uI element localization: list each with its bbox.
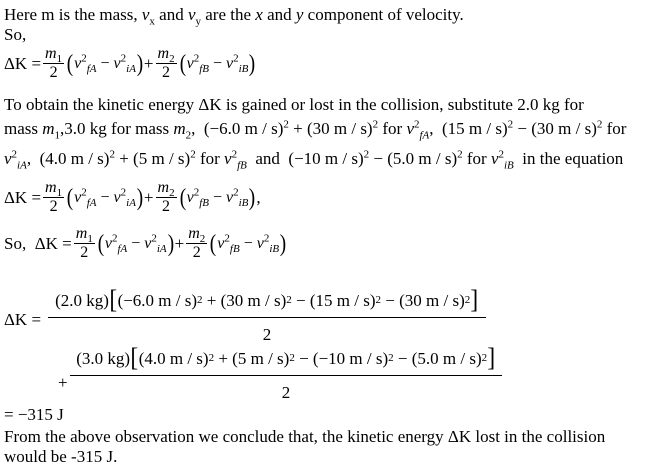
obtain-line-2: mass $m_1,3.0$ kg for mass $m_2$, (−6.0 m / s)$^2$ + (30 m / s)$^2$ for $v^2_{fA}$, (15 m / s)$^2$ − (30 m / s)$^2$ for	[4, 118, 627, 142]
result-value: = −315 J	[4, 405, 64, 424]
kinetic-energy-equation-1: ΔK = $\frac{m_1}{2}$ ( $v^2_{fA} - v^2_{iA}$ ) + $\frac{m_2}{2}$ ( $v^2_{fB} - v^2_{iB}$ )	[4, 45, 256, 81]
conclusion-line-2: would be -315 J.	[4, 447, 118, 466]
substituted-term-1: (2.0 kg) [ (−6.0 m / s) 2 + (30 m / s) 2 − (15 m / s) 2 − (30 m / s) 2 ] 2	[48, 287, 486, 343]
denominator-1: 2	[262, 325, 272, 344]
plus-sign: +	[58, 373, 68, 392]
obtain-line-1: To obtain the kinetic energy ΔK is gained or lost in the collision, substitute 2.0 kg for	[4, 95, 584, 114]
substituted-term-2: (3.0 kg) [ (4.0 m / s) 2 + (5 m / s) 2 − (−10 m / s) 2 − (5.0 m / s) 2 ] 2	[70, 345, 502, 401]
definition-line: Here m is the mass, $v_x$ and $v_y$ are the x and y component of velocity.	[4, 5, 464, 28]
kinetic-energy-equation-3: So, ΔK = $\frac{m_1}{2}$ ( $v^2_{fA} - v^2_{iA}$ ) + $\frac{m_2}{2}$ ( $v^2_{fB} - v^2_{iB}$ )	[4, 225, 287, 261]
kinetic-energy-equation-2: ΔK = $\frac{m_1}{2}$ ( $v^2_{fA} - v^2_{iA}$ ) + $\frac{m_2}{2}$ ( $v^2_{fB} - v^2_{iB}$ ) ,	[4, 179, 261, 215]
delta-k-lhs: ΔK =	[4, 310, 42, 329]
denominator-2: 2	[281, 383, 291, 402]
obtain-line-3: $v^2_{iA}$, (4.0 m / s)$^2$ + (5 m / s)$^2$ for $v^2_{fB}$ and (−10 m / s)$^2$ − (5.0 m / s)$^2$ for $v^2_{iB}$ in the equation	[4, 148, 624, 172]
conclusion-line-1: From the above observation we conclude that, the kinetic energy ΔK lost in the collision	[4, 427, 606, 446]
so-label: So,	[4, 25, 27, 44]
